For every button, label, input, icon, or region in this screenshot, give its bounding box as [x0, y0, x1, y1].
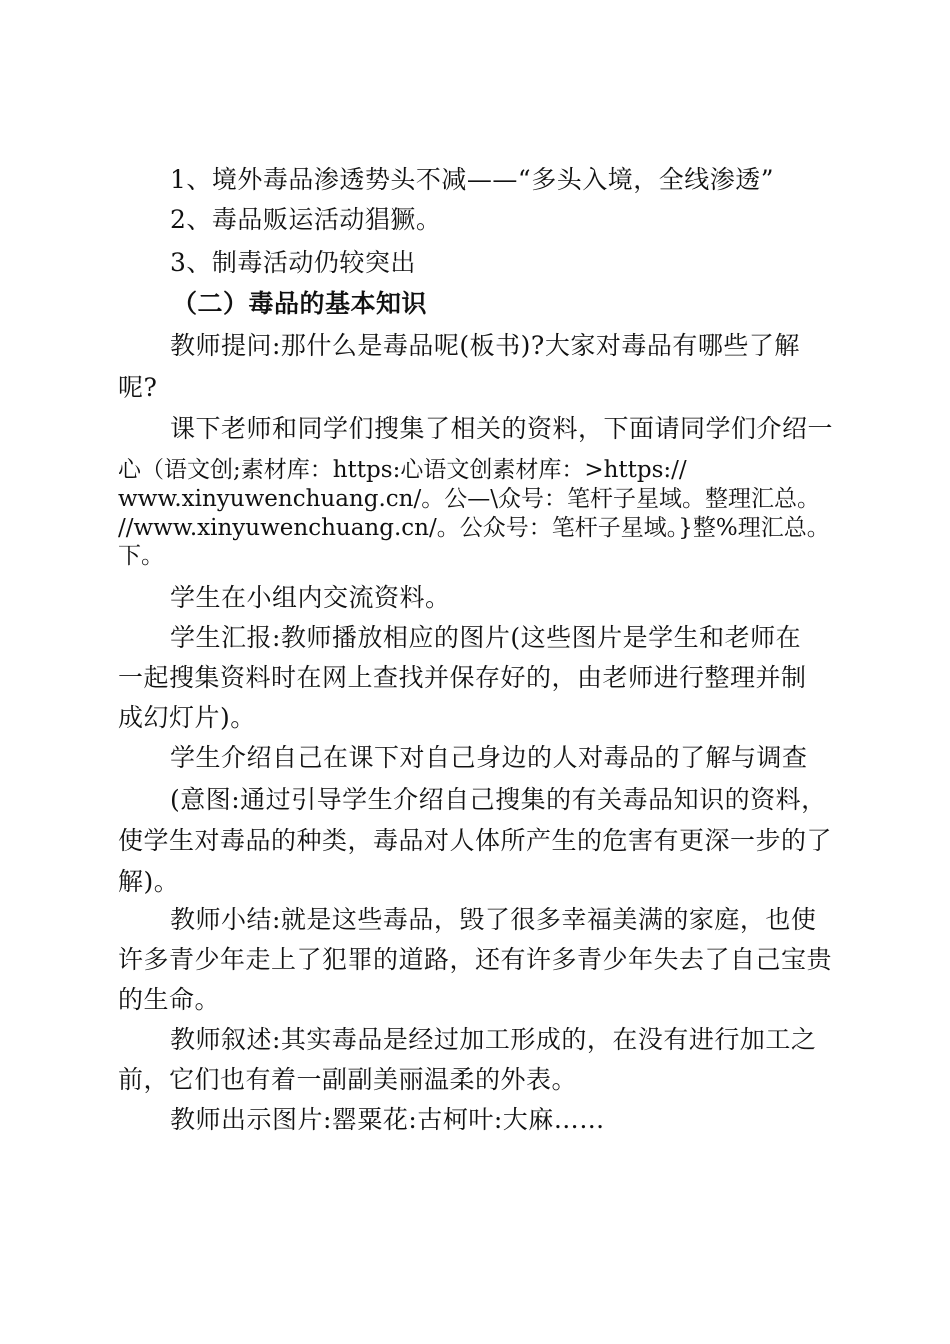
paragraph-line: 许多青少年走上了犯罪的道路，还有许多青少年失去了自己宝贵	[118, 945, 833, 974]
paragraph-line: 前，它们也有着一副副美丽温柔的外表。	[118, 1065, 578, 1094]
paragraph-line: 心（语文创;素材库：https:心语文创素材库：>https://	[118, 457, 687, 483]
section-heading: （二）毒品的基本知识	[172, 289, 428, 318]
paragraph-line: (意图:通过引导学生介绍自己搜集的有关毒品知识的资料，	[170, 785, 827, 814]
paragraph-line: 的生命。	[118, 985, 221, 1014]
paragraph-line: 成幻灯片)。	[118, 703, 256, 732]
paragraph-line: 下。	[118, 543, 164, 569]
paragraph-line: 呢?	[118, 373, 158, 402]
paragraph-line: 教师小结:就是这些毒品，毁了很多幸福美满的家庭，也使	[170, 905, 817, 934]
paragraph-line: www.xinyuwenchuang.cn/。公—\众号：笔杆子星域。整理汇总。	[118, 486, 820, 512]
list-item-3: 3、制毒活动仍较突出	[170, 248, 416, 277]
list-item-2: 2、毒品贩运活动猖獗。	[170, 205, 442, 234]
paragraph-line: 使学生对毒品的种类，毒品对人体所产生的危害有更深一步的了	[118, 826, 833, 855]
list-item-1: 1、境外毒品渗透势头不减——“多头入境，全线渗透”	[170, 165, 774, 194]
paragraph-line: //www.xinyuwenchuang.cn/。公众号：笔杆子星域。}整%理汇总。	[118, 515, 830, 541]
paragraph-line: 学生汇报:教师播放相应的图片(这些图片是学生和老师在	[170, 623, 802, 652]
paragraph-line: 教师叙述:其实毒品是经过加工形成的，在没有进行加工之	[170, 1025, 817, 1054]
paragraph-line: 课下老师和同学们搜集了相关的资料，下面请同学们介绍一	[170, 414, 834, 443]
paragraph-line: 解)。	[118, 867, 180, 896]
paragraph-line: 教师提问:那什么是毒品呢(板书)?大家对毒品有哪些了解	[170, 331, 800, 360]
paragraph-line: 学生介绍自己在课下对自己身边的人对毒品的了解与调查	[170, 743, 808, 772]
paragraph-line: 教师出示图片:罂粟花:古柯叶:大麻……	[170, 1105, 605, 1134]
paragraph-line: 学生在小组内交流资料。	[170, 583, 451, 612]
paragraph-line: 一起搜集资料时在网上查找并保存好的，由老师进行整理并制	[118, 663, 807, 692]
